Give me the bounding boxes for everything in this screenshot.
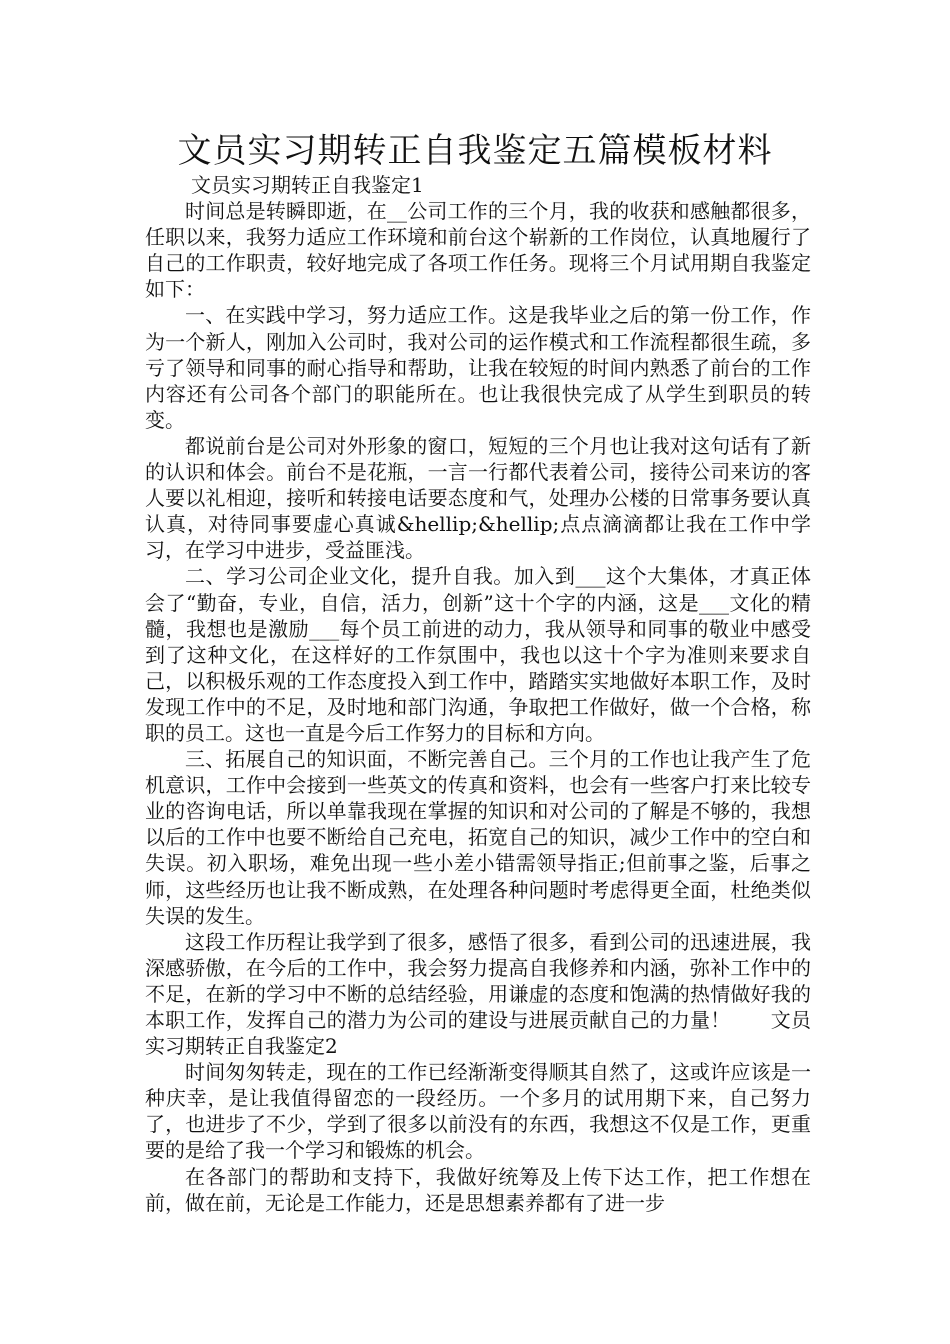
paragraph-7: 时间匆匆转走，现在的工作已经渐渐变得顺其自然了，这或许应该是一种庆幸，是让我值得留恋的一段经历。一个多月的试用期下来，自己努力了，也进步了不少，学到了很多以前没有的东西，我想这不仅是工作，更重要的是给了我一个学习和锻炼的机会。 <box>145 1060 811 1163</box>
paragraph-1: 时间总是转瞬即逝，在__公司工作的三个月，我的收获和感触都很多，任职以来，我努力适应工作环境和前台这个崭新的工作岗位，认真地履行了自己的工作职责，较好地完成了各项工作任务。现将三个月试用期自我鉴定如下： <box>145 199 811 302</box>
paragraph-4: 二、学习公司企业文化，提升自我。加入到___这个大集体，才真正体会了“勤奋，专业，自信，活力，创新”这十个字的内涵，这是___文化的精髓，我想也是激励___每个员工前进的动力，我从领导和同事的敬业中感受到了这种文化，在这样好的工作氛围中，我也以这十个字为准则来要求自己，以积极乐观的工作态度投入到工作中，踏踏实实地做好本职工作，及时发现工作中的不足，及时地和部门沟通，争取把工作做好，做一个合格，称职的员工。这也一直是今后工作努力的目标和方向。 <box>145 564 811 745</box>
document-title: 文员实习期转正自我鉴定五篇模板材料 <box>177 131 773 171</box>
paragraph-2: 一、在实践中学习，努力适应工作。这是我毕业之后的第一份工作，作为一个新人，刚加入公司时，我对公司的运作模式和工作流程都很生疏，多亏了领导和同事的耐心指导和帮助，让我在较短的时间内熟悉了前台的工作内容还有公司各个部门的职能所在。也让我很快完成了从学生到职员的转变。 <box>145 303 811 432</box>
section-heading-1: 文员实习期转正自我鉴定1 <box>191 173 424 197</box>
paragraph-3: 都说前台是公司对外形象的窗口，短短的三个月也让我对这句话有了新的认识和体会。前台不是花瓶，一言一行都代表着公司，接待公司来访的客人要以礼相迎，接听和转接电话要态度和气，处理办公楼的日常事务要认真认真，对待同事要虚心真诚&hellip;&hellip;点点滴滴都让我在工作中学习，在学习中进步，受益匪浅。 <box>145 433 811 563</box>
paragraph-5: 三、拓展自己的知识面，不断完善自己。三个月的工作也让我产生了危机意识，工作中会接到一些英文的传真和资料，也会有一些客户打来比较专业的咨询电话，所以单靠我现在掌握的知识和对公司的了解是不够的，我想以后的工作中也要不断给自己充电，拓宽自己的知识，减少工作中的空白和失误。初入职场，难免出现一些小差小错需领导指正;但前事之鉴，后事之师，这些经历也让我不断成熟，在处理各种问题时考虑得更全面，杜绝类似失误的发生。 <box>145 747 811 928</box>
document-body <box>145 172 811 1216</box>
paragraph-6: 这段工作历程让我学到了很多，感悟了很多，看到公司的迅速进展，我深感骄傲，在今后的工作中，我会努力提高自我修养和内涵，弥补工作中的不足，在新的学习中不断的总结经验，用谦虚的态度和饱满的热情做好我的本职工作，发挥自己的潜力为公司的建设与进展贡献自己的力量！ 文员实习期转正自我鉴定2 <box>145 929 811 1059</box>
paragraph-8: 在各部门的帮助和支持下，我做好统筹及上传下达工作，把工作想在前，做在前，无论是工作能力，还是思想素养都有了进一步 <box>145 1164 811 1215</box>
